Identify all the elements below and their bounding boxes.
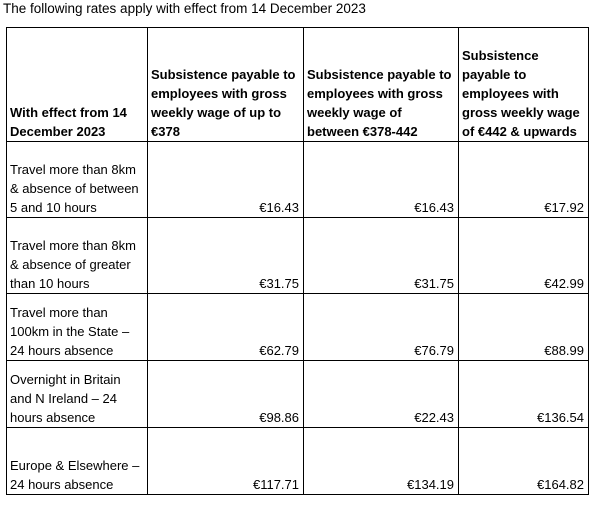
header-wage-442-upwards: Subsistence payable to employees with gross weekly wage of €442 & upwards (459, 28, 589, 142)
table-row (7, 361, 589, 428)
rate-value: €42.99 (459, 218, 589, 294)
rate-value: €16.43 (304, 142, 459, 218)
rate-value: €88.99 (459, 294, 589, 361)
rate-value: €16.43 (148, 142, 304, 218)
rate-value: €98.86 (148, 361, 304, 428)
subsistence-rates-table (6, 27, 589, 495)
rate-value: €164.82 (459, 428, 589, 495)
table-row (7, 428, 589, 495)
rate-value: €134.19 (304, 428, 459, 495)
row-label: Overnight in Britain and N Ireland – 24 hours absence (7, 361, 148, 428)
row-label: Travel more than 100km in the State – 24 hours absence (7, 294, 148, 361)
rate-value: €17.92 (459, 142, 589, 218)
rate-value: €62.79 (148, 294, 304, 361)
header-wage-378-442: Subsistence payable to employees with gross weekly wage of between €378-442 (304, 28, 459, 142)
rate-value: €76.79 (304, 294, 459, 361)
rate-value: €31.75 (148, 218, 304, 294)
table-header-row (7, 28, 589, 142)
row-label: Europe & Elsewhere – 24 hours absence (7, 428, 148, 495)
table-row (7, 294, 589, 361)
row-label: Travel more than 8km & absence of between 5 and 10 hours (7, 142, 148, 218)
row-label: Travel more than 8km & absence of greater than 10 hours (7, 218, 148, 294)
table-row (7, 218, 589, 294)
rate-value: €31.75 (304, 218, 459, 294)
rate-value: €136.54 (459, 361, 589, 428)
table-row (7, 142, 589, 218)
rate-value: €22.43 (304, 361, 459, 428)
header-wage-up-to-378: Subsistence payable to employees with gross weekly wage of up to €378 (148, 28, 304, 142)
rate-value: €117.71 (148, 428, 304, 495)
intro-text: The following rates apply with effect from 14 December 2023 (3, 1, 366, 16)
header-effective-date: With effect from 14 December 2023 (7, 28, 148, 142)
